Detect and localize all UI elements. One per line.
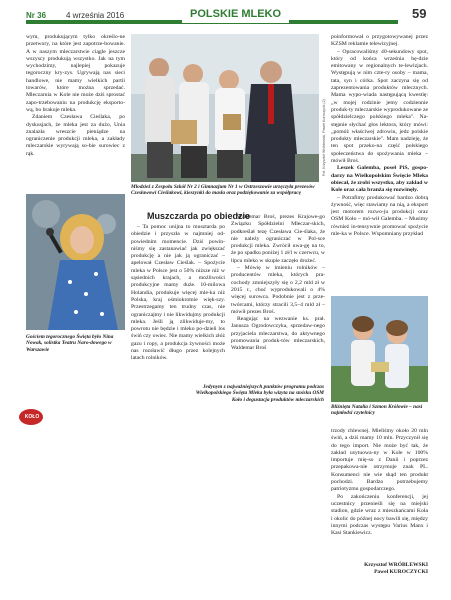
page-header: [0, 0, 451, 32]
issue-date: 4 września 2016: [66, 11, 125, 20]
twins-photo-caption: Bliźnięta Natalia i Szmon Królowie – nasi najmłodsi czytelnicy: [331, 404, 423, 417]
paragraph: wym, produkującym tylko określo-ne przetwory, na które jest zapotrze-bowanie. A w naszym mleczarstwie ciągle jeszcze wszyscy produkują wszystko. Jak na tym wychodzimy, najlepiej pokazuje tegoroczny kry-zys. Ugrywają nas sieci handlowe, nie mamy wielkich partii towarów, które można sprzedać. Mleczarnia w Kole nie może dziś sprostać zapo-trzebowaniu na produkcję eksporto-wą, bo brakuje mleka.: [26, 34, 125, 113]
group-photo-image: [131, 34, 319, 182]
author-signature: [331, 562, 428, 576]
column-4-top-text: [331, 34, 428, 292]
author-2: Paweł KUROCZYCKI: [374, 569, 428, 575]
twins-photo: [331, 296, 428, 402]
logo-text: KOŁO: [24, 414, 40, 420]
paragraph: – Opracowaliśmy 40-sekundowy spot, który od końca września bę-dzie emitowany w regionalnych te-lewizjach. Występują w nim czte-ry osoby – mama, tata, syn i córka. Spot zaczyna się od zaprezentowania produktów mlecznych. Mama wypo-wiada następującą kwestię: „w mojej rodzinie jemy codziennie produk-ty mleczarskie wyprodukowane ze spółdzielczego polskiego mleka". Na-stępnie słychać głos lektora, który mówi: „pomóż właściwej zdrowiu, jedz polskie produkty mleczarskie". Mam nadzieję, że ten spot przeko-na część polskiego społeczeństwa do spożywania mleka – mówił Broś.: [331, 48, 428, 165]
article-column-2: [131, 224, 225, 372]
paragraph: Po zakończeniu konferencji, jej uczestnicy przenieśli się na miejski stadion, gdzie wraz z mieszkańcami Koła i okolic do późnej nocy bawili się, między innymi podczas występu Varius Manx i Kasi Stankiewicz.: [331, 493, 428, 537]
issue-number: Nr 36: [26, 11, 47, 20]
paragraph: – Mówię w imieniu rolników – producentów mleka, których pra-cochody zmniejszyły się o 2,2 mld zł w 2015 r., choć wyprodukowali o 4% więcej surowca. Podobnie jest z prze-twórcami, którzy stracili 3,5–4 mld zł – mówił prezes Broś.: [231, 265, 325, 315]
column-1-top-text: [26, 34, 125, 190]
paragraph: [331, 165, 428, 194]
stall-banner-text: Okręgowa Spółdzielnia Mleczarska w Kole: [66, 406, 267, 433]
page-number: 59: [412, 6, 427, 21]
article-column-3: [231, 214, 325, 372]
osm-kolo-logo: [18, 408, 44, 426]
photo-credit: Fot. Krzysztof Wróblewski, Paweł Kuroczycki (2): [322, 99, 326, 176]
paragraph: Waldemar Broś, prezes Krajowe-go Związku Spółdzielni Mleczar-skich, podkreślał tezę Czesława Cie-ślaka, że nie należy ograniczać w Pol-sce produkcji mleka. Zwrócił uwa-gę na to, że po spadku poniżej 1 zł/l w czerwcu, w lipcu mleko w skupie zaczęło drożeć.: [231, 214, 325, 264]
paragraph: Reagując na wezwanie ks. prał. Janusza Ogrodowczyka, sprzedaw-nego przyjaciela mleczarstwa, do aktywnego promowania produk-tów mleczarskich, Waldemar Broś: [231, 316, 325, 352]
article-heading: Muszczarda po obiedzie: [147, 211, 251, 221]
paragraph: – Potrafimy produkować bardzo dobrą żywność, więc stawiamy na nią, a eksport jest motorem rozwo-ju produkcji oraz OSM Koło – mó-wił Galemba. – Musimy również in-tensywnie promować spożycie mle-ka w Polsce. Wspomniany przykład: [331, 194, 428, 238]
speaker-name: Leszek Galemba, poseł PiS, gospo-darzy na Wielkopolskim Święcie Mleka obiecał, że zrobi wszystko, aby zakład w Kole oraz cała branża się rozwinęły.: [331, 165, 428, 194]
paragraph: trzody chlewnej. Mieliśmy około 20 mln świń, a dziś mamy 10 mln. Przyczynił się do tego import. Nie może być tak, że zakład usytuowa-ny w Kole w 100% importuje mię-so z Danii i poprzez przepakowa-nie otrzymuje znak PL. Konsumenci nie wie skąd ten produkt pochodzi. Bardzo potrzebujemy patriotyzmu gospodarczego.: [331, 428, 428, 493]
section-title: POLSKIE MLEKO: [182, 5, 289, 23]
column-bottom-right-text: [331, 428, 428, 560]
singer-photo-image: [26, 194, 125, 330]
twins-photo-image: [331, 296, 428, 402]
singer-photo-caption: Gościem tegorocznego Święta było Nina Nowak, solistka Teatru Naro-dowego w Warszawie: [26, 334, 114, 353]
paragraph: Zdaniem Czesława Cieślaka, po dyskusjach, że mleka jest za dużo, Unia znalazła wreszcie pieniądze na ograniczenie produkcji mleka, a zakłady mleczarskie wyrywają so-bie surowiec z rąk.: [26, 114, 125, 157]
paragraph: poinformował o przygotowywanej przez KZSM reklamie telewizyjnej.: [331, 34, 428, 48]
group-photo-caption: Młodzież z Zespołu Szkół Nr 2 i Gimnazjum Nr 1 w Ostrzeszowie urzęczyła prezesów Czesławowi Cieślakowi, kieszynki do masła oraz podziękowanie za współpracę: [131, 184, 315, 197]
stall-photo-caption: Jedynym z najważniejszych punktów programu podczas Wielkopolskiego Święta Mleka była wizyta na stoisku OSM Koło i degustacja produktów mleczarskich: [195, 384, 324, 403]
group-photo: [131, 34, 319, 182]
author-1: Krzysztof WRÓBLEWSKI: [364, 562, 428, 568]
singer-photo: [26, 194, 125, 330]
paragraph: – Ta pomoc unijna to musztarda po obiedzie i przyszła w najmniej od-powiednim momencie. Dziś powin-niśmy się zastanawiać jak zwiększać produkcję a nie jak ją ograniczać – apelował Czesław Cieślak. – Spożycie mleka w Polsce jest o 50% niższe niż w sąsiednich krajach, a możliwości produkcyjne mamy duże. 10-milowa Holandia, produkuje więcej mle-ka niż Polska, kraj ośmiokrotnie więk-szy. Przestrzegamy ten trudny czas, nie ograniczajmy i nie likwidujmy produkcji mleka. Jeśli ją zlikwiduje-my, to powrotu nie będzie i mleko po-dzieli los świń czy owiec. Nie mamy wielkich złóż gazu i ropy, a produkcja żywności może nas rozsławić długo przez kolejnych latach rolników.: [131, 224, 225, 362]
